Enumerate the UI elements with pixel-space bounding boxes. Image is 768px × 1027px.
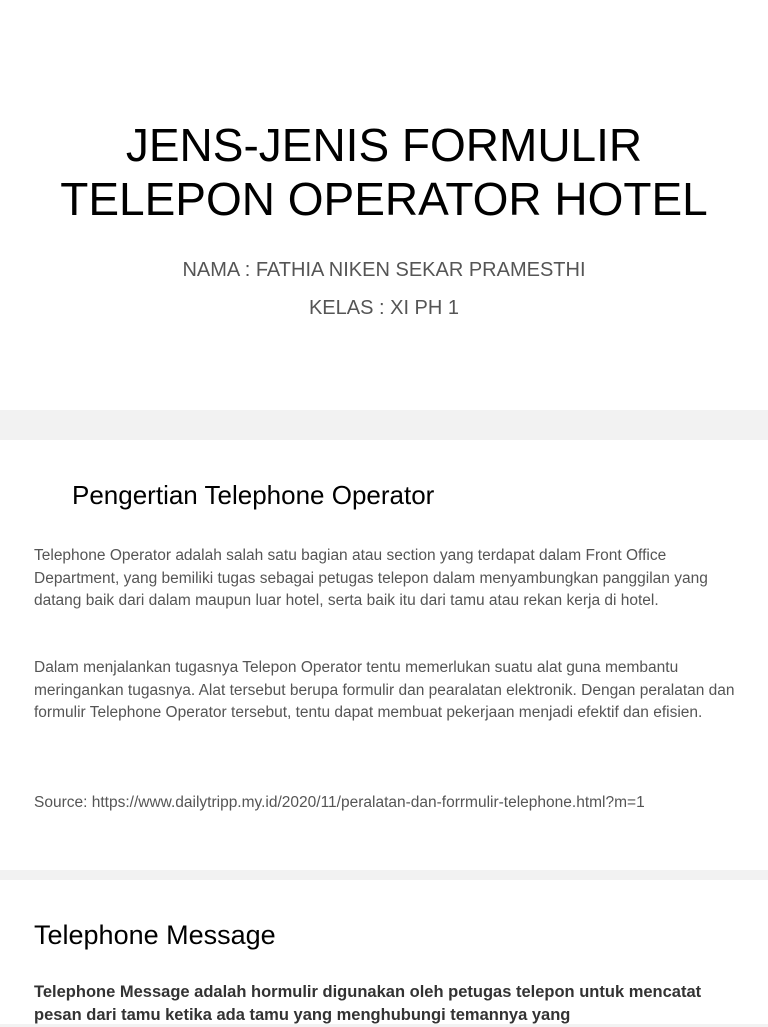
slide-title-line-2: TELEPON OPERATOR HOTEL [60, 173, 708, 225]
telephone-message-heading: Telephone Message [34, 920, 276, 950]
definition-paragraph-1: Telephone Operator adalah salah satu bagian atau section yang terdapat dalam Front Office Department, yang bemiliki tugas sebagai petugas telepon dalam menyambungkan panggilan yang datang baik dari dalam maupun luar hotel, serta baik itu dari tamu atau rekan kerja di hotel. [34, 547, 708, 609]
title-slide [0, 0, 768, 410]
slide-title [0, 118, 768, 226]
source-citation: Source: https://www.dailytripp.my.id/2020/11/peralatan-dan-forrmulir-telephone.html?m=1 [34, 794, 645, 811]
telephone-message-paragraph: Telephone Message adalah hormulir digunakan oleh petugas telepon untuk mencatat pesan dari tamu ketika ada tamu yang menghubungi temannya yang [34, 983, 702, 1024]
definition-heading: Pengertian Telephone Operator [72, 480, 435, 510]
telephone-message-slide [0, 880, 768, 1024]
student-class: KELAS : XI PH 1 [308, 297, 460, 319]
definition-paragraph-2: Dalam menjalankan tugasnya Telepon Operator tentu memerlukan suatu alat guna membantu meringankan tugasnya. Alat tersebut berupa formulir dan pearalatan elektronik. Dengan peralatan dan formulir Telephone Operator tersebut, tentu dapat membuat pekerjaan menjadi efektif dan efisien. [34, 659, 735, 721]
student-name: NAMA : FATHIA NIKEN SEKAR PRAMESTHI [182, 259, 586, 281]
definition-slide [0, 440, 768, 870]
slide-title-line-1: JENS-JENIS FORMULIR [125, 119, 643, 171]
